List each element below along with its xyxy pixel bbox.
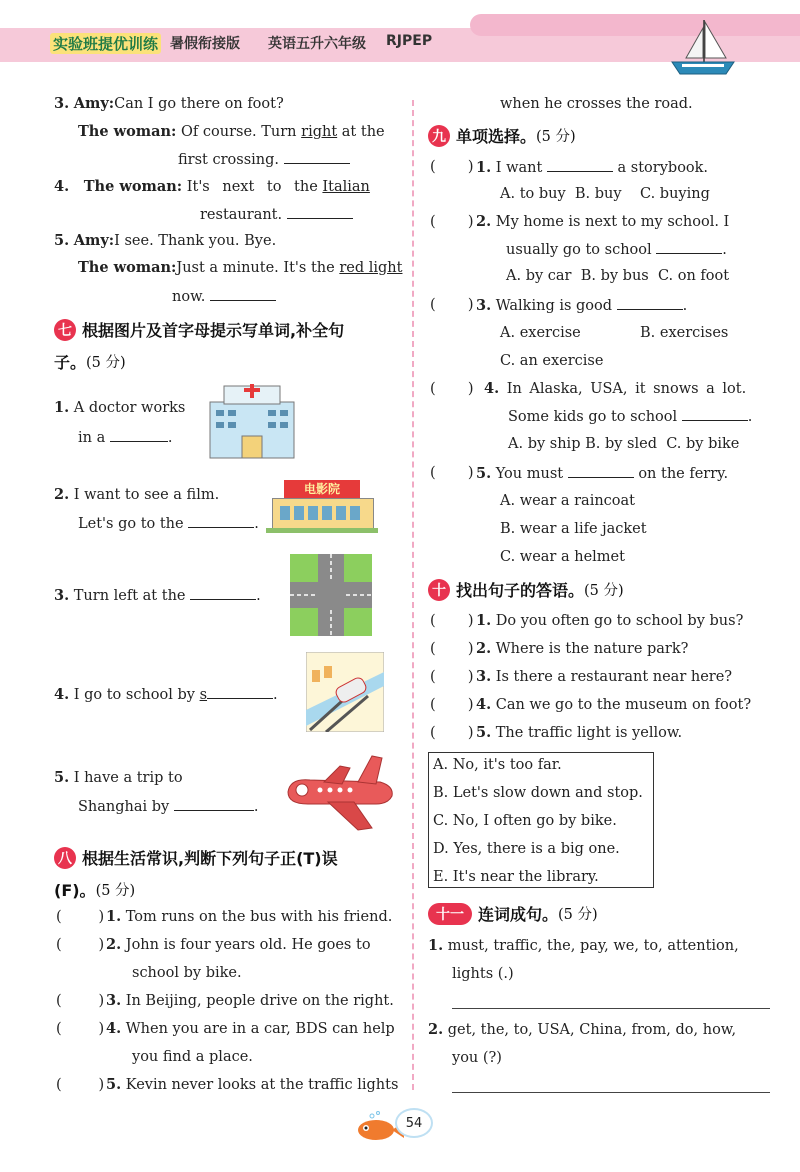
dialogue-line: The woman:Just a minute. It's the red light [78, 259, 403, 276]
answer-blank[interactable] [190, 585, 256, 600]
q9-5-stem: 5. You must on the ferry. [476, 465, 729, 482]
dialogue-line: restaurant. [200, 204, 353, 225]
q10-4-text: 4. Can we go to the museum on foot? [476, 696, 752, 713]
dialogue-line: first crossing. [178, 149, 350, 170]
answer-paren[interactable]: ( ) [430, 725, 474, 741]
page-header [0, 0, 800, 78]
q10-5-text: 5. The traffic light is yellow. [476, 724, 683, 741]
q10-2-text: 2. Where is the nature park? [476, 640, 689, 657]
q11-1-text: 1. must, traffic, the, pay, we, to, attention, [428, 937, 739, 954]
q8-2-text: 2. John is four years old. He goes to [106, 936, 371, 953]
q9-3-stem: 3. Walking is good . [476, 297, 688, 314]
answer-option: D. Yes, there is a big one. [433, 841, 620, 857]
answer-paren[interactable]: ( ) [430, 214, 474, 230]
q9-1-options: A. to buy B. buy C. buying [500, 186, 710, 202]
q9-1-stem: 1. I want a storybook. [476, 159, 709, 176]
answer-option: C. No, I often go by bike. [433, 813, 617, 829]
section-7-title-cont: 子。 (5 分) [54, 353, 126, 372]
q7-3-text: 3. Turn left at the . [54, 587, 261, 604]
q7-2-text: 2. I want to see a film. [54, 486, 220, 503]
page-number: 54 [395, 1108, 433, 1138]
q9-5-option-b: B. wear a life jacket [500, 521, 647, 537]
q9-2-options: A. by car B. by bus C. on foot [506, 268, 730, 284]
dialogue-line: 5. Amy:I see. Thank you. Bye. [54, 232, 277, 249]
section-9-title: 九 单项选择。 (5 分) [428, 124, 576, 147]
cinema-sign: 电影院 [284, 480, 360, 498]
answer-paren[interactable]: ( ) [430, 159, 474, 175]
q9-3-option-c: C. an exercise [500, 353, 604, 369]
q10-3-text: 3. Is there a restaurant near here? [476, 668, 733, 685]
subway-train-icon [306, 652, 384, 732]
q7-5-text: Shanghai by . [78, 796, 258, 817]
answer-blank[interactable] [174, 796, 254, 811]
q11-2-text: you (?) [452, 1050, 502, 1066]
dialogue-line: now. [172, 286, 276, 307]
q8-5-text: 5. Kevin never looks at the traffic lights [106, 1076, 399, 1093]
answer-blank[interactable] [287, 204, 353, 219]
answer-paren[interactable]: ( ) [430, 297, 474, 313]
section-10-title: 十 找出句子的答语。 (5 分) [428, 578, 624, 601]
answer-blank[interactable] [207, 684, 273, 699]
answer-paren[interactable]: ( ) [430, 669, 474, 685]
q7-1-text: in a . [78, 427, 172, 448]
subject-label: 英语五升六年级 [268, 36, 366, 52]
answer-blank[interactable] [656, 239, 722, 254]
q7-2-text: Let's go to the . [78, 513, 259, 534]
q9-4-options: A. by ship B. by sled C. by bike [508, 436, 740, 452]
q9-3-option-a: A. exercise [500, 325, 581, 341]
answer-paren[interactable]: ( ) [430, 465, 474, 481]
q8-5-text-cont: when he crosses the road. [500, 96, 693, 112]
q8-2-text: school by bike. [132, 965, 242, 981]
section-8-title: 八 根据生活常识,判断下列句子正(T)误 [54, 846, 338, 869]
q10-1-text: 1. Do you often go to school by bus? [476, 612, 744, 629]
q8-4-text: you find a place. [132, 1049, 253, 1065]
q11-2-text: 2. get, the, to, USA, China, from, do, how, [428, 1021, 737, 1038]
column-divider [412, 100, 414, 1090]
q8-1-text: 1. Tom runs on the bus with his friend. [106, 908, 393, 925]
answer-line[interactable] [452, 1092, 770, 1093]
q7-5-text: 5. I have a trip to [54, 769, 183, 786]
answer-paren[interactable]: ( ) [56, 1077, 105, 1093]
answer-option: E. It's near the library. [433, 869, 599, 885]
q8-3-text: 3. In Beijing, people drive on the right. [106, 992, 394, 1009]
answer-paren[interactable]: ( ) [56, 909, 105, 925]
answer-paren[interactable]: ( ) [430, 697, 474, 713]
answer-blank[interactable] [568, 463, 634, 478]
dialogue-line: 3. Amy:Can I go there on foot? [54, 95, 284, 112]
q9-2-stem: 2. My home is next to my school. I [476, 213, 730, 230]
q8-4-text: 4. When you are in a car, BDS can help [106, 1020, 395, 1037]
answer-option: B. Let's slow down and stop. [433, 785, 643, 801]
section-7-title: 七 根据图片及首字母提示写单词,补全句 [54, 318, 344, 341]
answer-paren[interactable]: ( ) [430, 381, 474, 397]
answer-blank[interactable] [110, 427, 168, 442]
airplane-icon [280, 748, 398, 834]
answer-paren[interactable]: ( ) [430, 641, 474, 657]
answer-blank[interactable] [617, 295, 683, 310]
dialogue-line: The woman: Of course. Turn right at the [78, 123, 385, 140]
cinema-icon [266, 474, 378, 534]
sailboat-icon [668, 18, 738, 78]
answer-paren[interactable]: ( ) [56, 1021, 105, 1037]
answer-paren[interactable]: ( ) [56, 993, 105, 1009]
answer-blank[interactable] [547, 157, 613, 172]
hospital-icon [206, 380, 298, 462]
header-band-accent [470, 14, 800, 36]
q9-5-option-c: C. wear a helmet [500, 549, 625, 565]
q9-4-stem: Some kids go to school . [508, 406, 752, 427]
version-label: RJPEP [386, 33, 433, 49]
answer-line[interactable] [452, 1008, 770, 1009]
q9-3-option-b: B. exercises [640, 325, 729, 341]
dialogue-line: 4. The woman: It's next to the Italian [54, 178, 370, 195]
answer-blank[interactable] [284, 149, 350, 164]
q9-4-stem: 4. In Alaska, USA, it snows a lot. [484, 380, 747, 397]
q9-2-stem: usually go to school . [506, 239, 727, 260]
answer-blank[interactable] [210, 286, 276, 301]
q7-4-text: 4. I go to school by s . [54, 686, 278, 703]
section-11-title: 十一 连词成句。 (5 分) [428, 902, 598, 925]
answer-option: A. No, it's too far. [433, 757, 562, 773]
q11-1-text: lights (.) [452, 966, 514, 982]
answer-blank[interactable] [188, 513, 254, 528]
section-8-title-cont: (F)。 (5 分) [54, 881, 136, 900]
answer-paren[interactable]: ( ) [430, 613, 474, 629]
answer-paren[interactable]: ( ) [56, 937, 105, 953]
series-title: 实验班提优训练 [50, 33, 161, 54]
edition-label: 暑假衔接版 [170, 36, 240, 52]
q7-1-text: 1. A doctor works [54, 399, 186, 416]
answer-blank[interactable] [682, 406, 748, 421]
q9-5-option-a: A. wear a raincoat [500, 493, 635, 509]
crossroads-icon [290, 554, 372, 636]
